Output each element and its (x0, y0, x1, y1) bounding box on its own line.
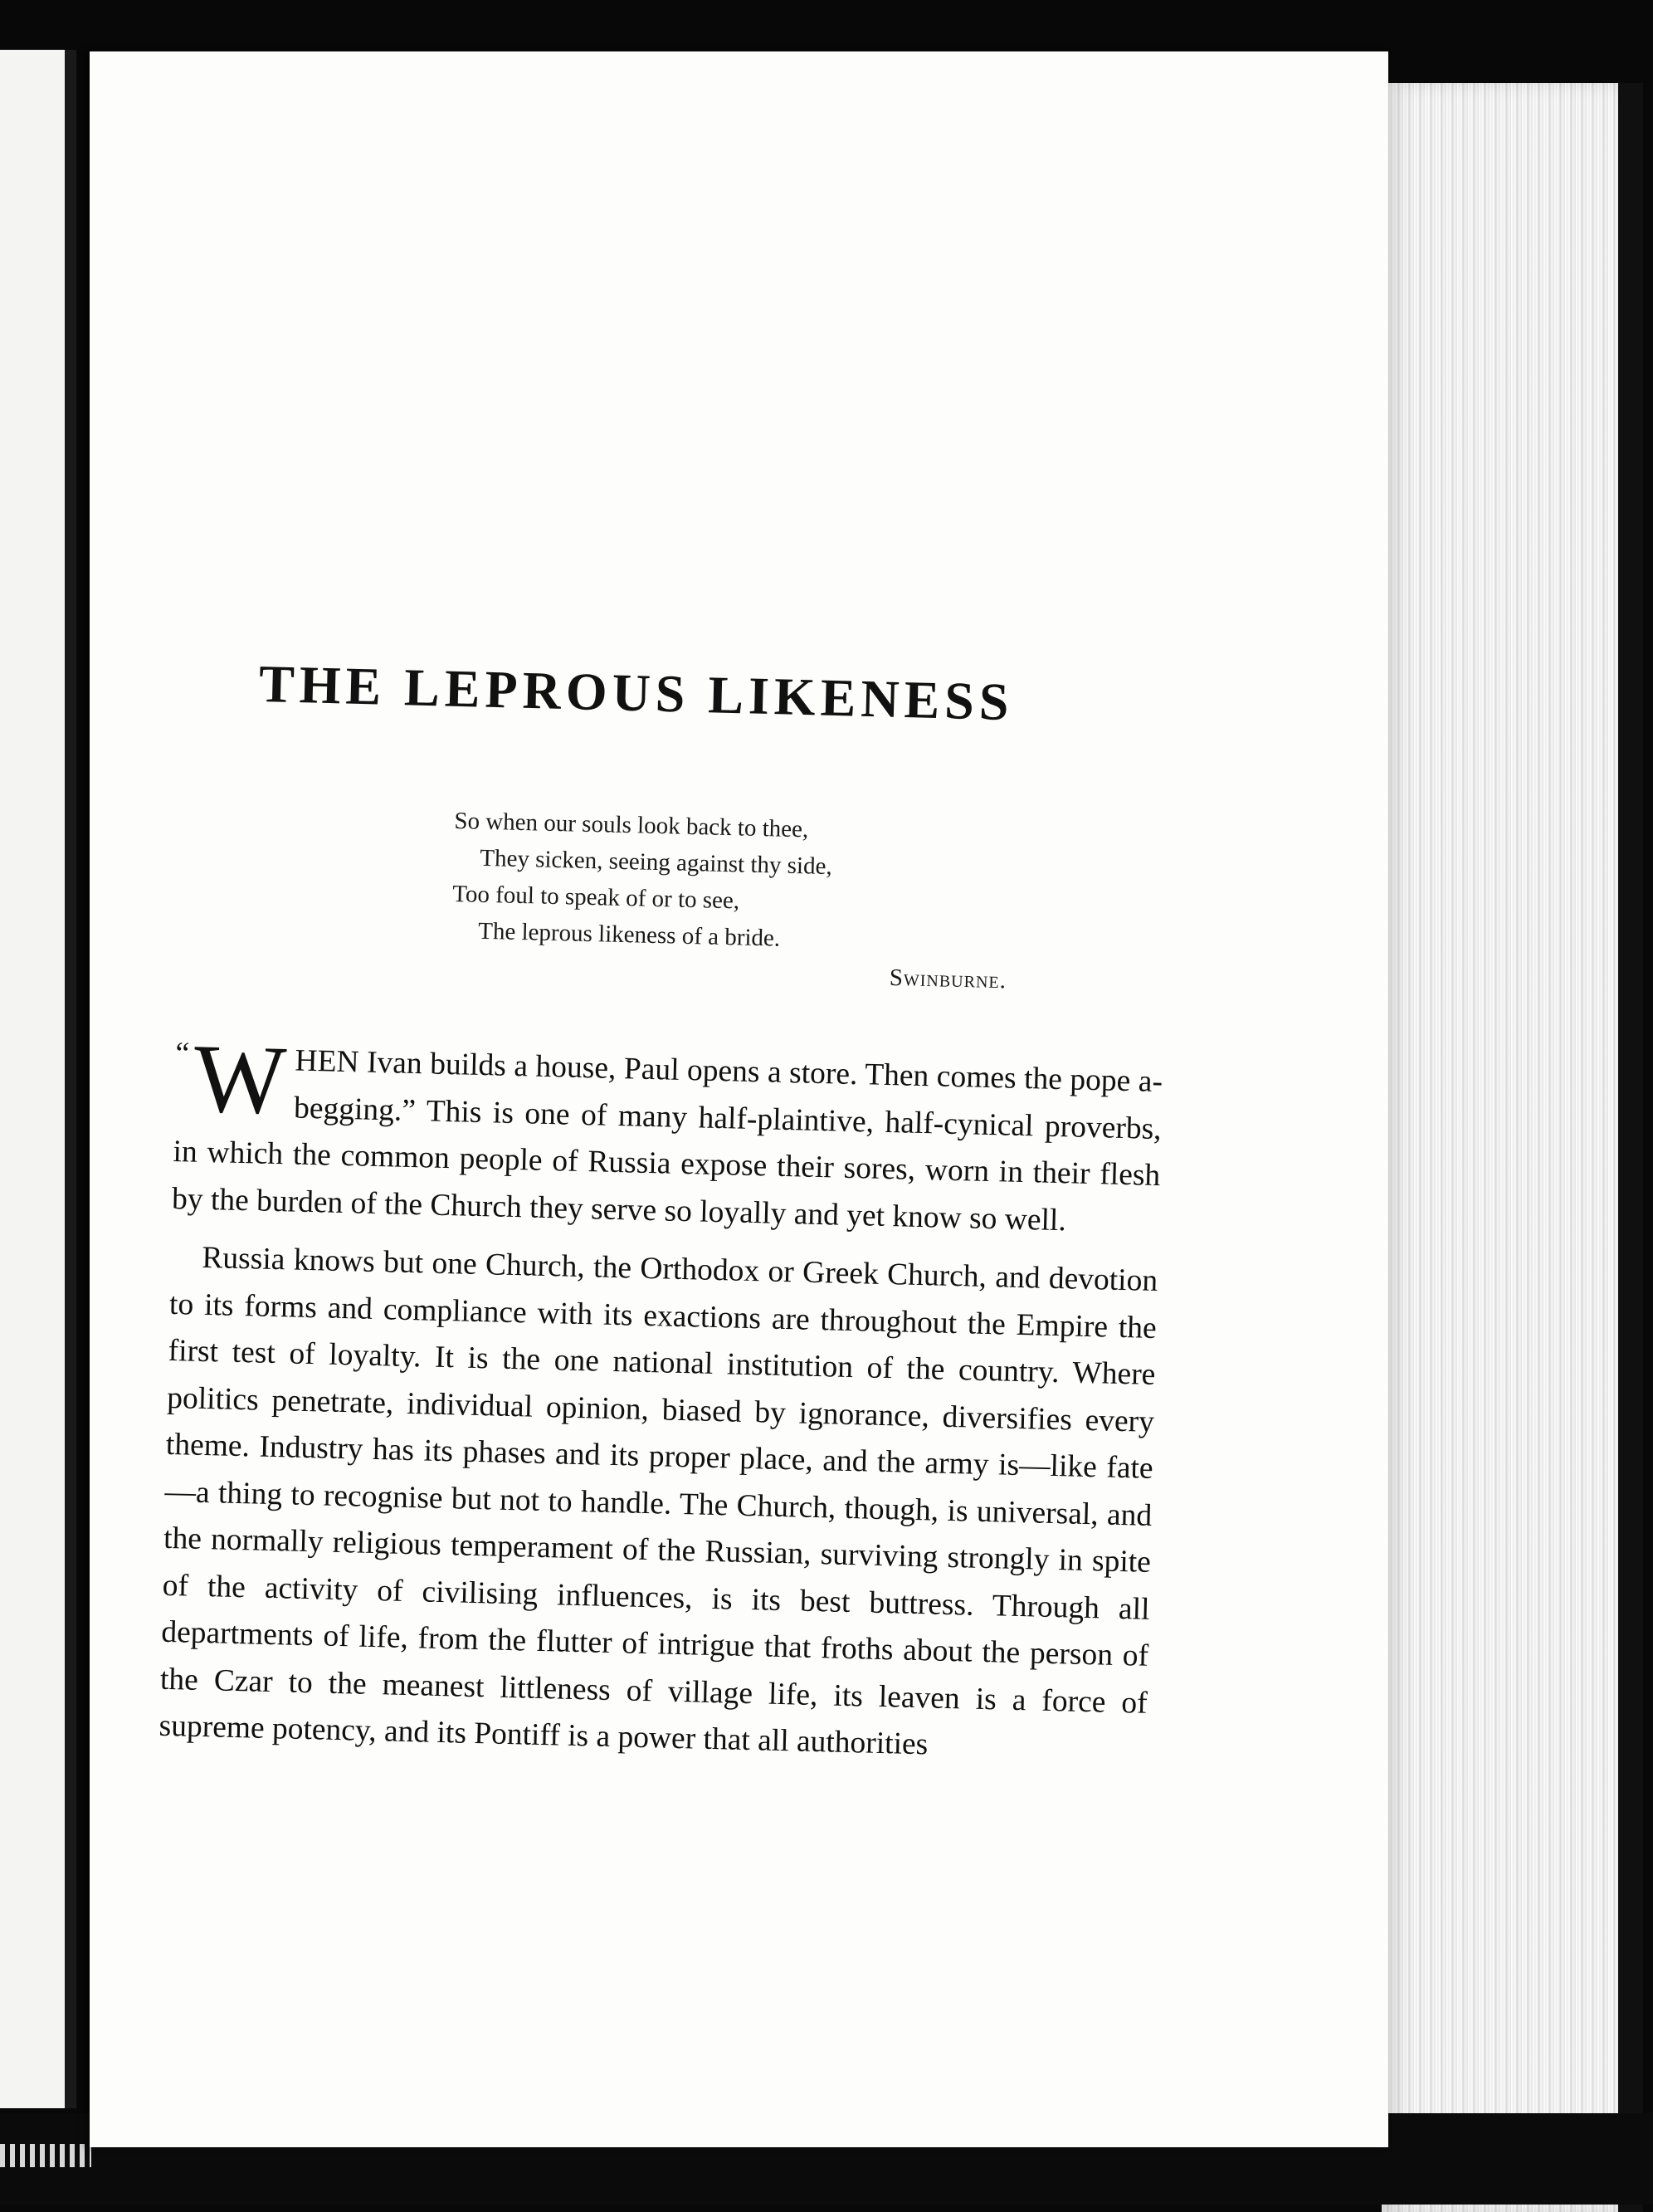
epigraph-line: The leprous likeness of a bride. (477, 917, 781, 952)
book-page (90, 51, 1388, 2147)
paragraph-1 (171, 1023, 1163, 1247)
epigraph-line: Too foul to speak of or to see, (451, 880, 740, 915)
paragraph-2 (158, 1234, 1158, 1774)
chapter-body (158, 1023, 1163, 1774)
book-page-edges (1382, 83, 1618, 2212)
facing-page-edge (0, 50, 76, 2108)
epigraph-line: They sicken, seeing against thy side, (479, 844, 833, 881)
paragraph-text: HEN Ivan builds a house, Paul opens a store. Then comes the pope a-begging.” This is one of many half-plaintive, half-cynical proverbs, in which the common people of Russia expose their sores, worn in their flesh by the burden of the Church they serve so loyally and yet know so well. (171, 1043, 1163, 1238)
paragraph-text: Russia knows but one Church, the Orthodox or Greek Church, and devotion to its forms and compliance with its exactions are throughout the Empire the first test of loyalty. It is the one national institution of the country. Where politics penetrate, individual opinion, biased by ignorance, diversifies every theme. Industry has its phases and its proper place, and the army is—like fate—a thing to recognise but not to handle. The Church, though, is universal, and the normally religious temperament of the Russian, surviving strongly in spite of the activity of civilising influences, is its best buttress. Through all departments of life, from the flutter of intrigue that froths about the person of the Czar to the meanest littleness of village life, its leaven is a force of supreme potency, and its Pontiff is a power that all authorities (158, 1240, 1158, 1762)
epigraph-line: So when our souls look back to thee, (454, 807, 809, 843)
epigraph-attribution: Swinburne. (889, 964, 1007, 994)
epigraph (451, 803, 1036, 999)
opening-quote: “ (174, 1035, 190, 1072)
chapter-title: THE LEPROUS LIKENESS (258, 653, 1015, 732)
drop-cap: W (193, 1023, 288, 1135)
scan-ruler-marks (0, 2144, 91, 2167)
